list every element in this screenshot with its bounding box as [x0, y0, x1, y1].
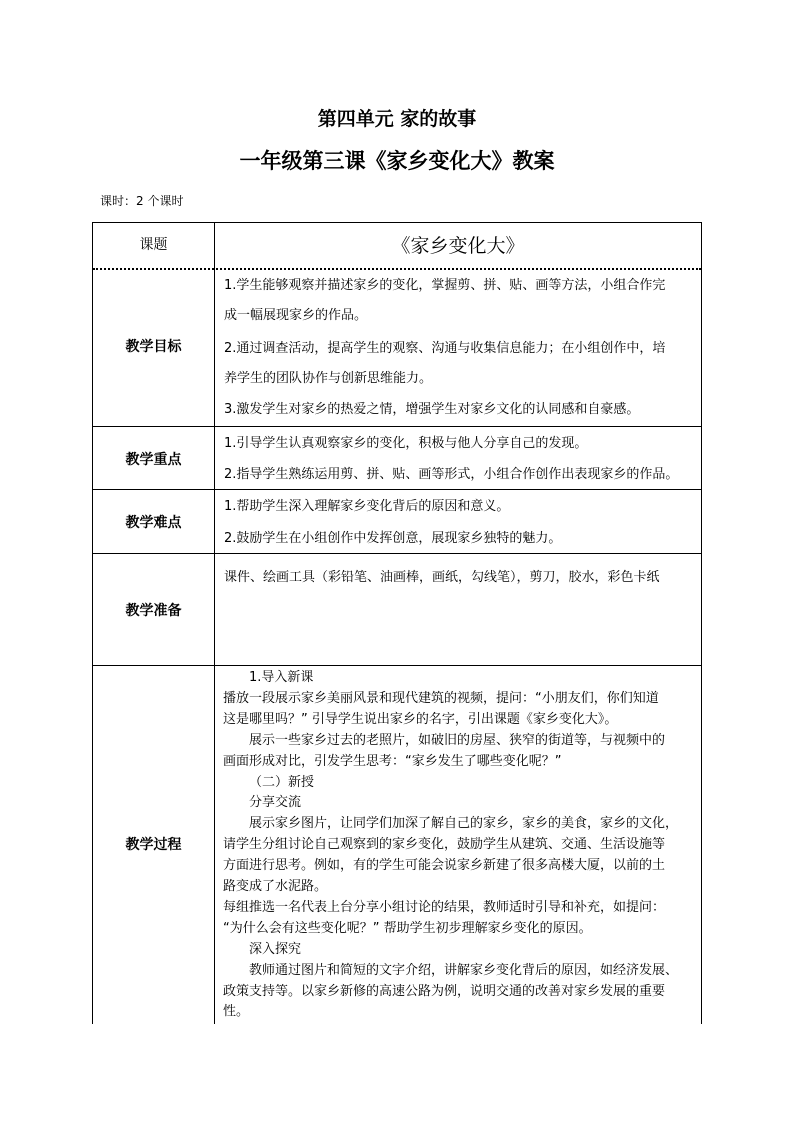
process-line: 1.导入新课	[249, 670, 314, 685]
difficulty-line: 1.帮助学生深入理解家乡变化背后的原因和意义。	[224, 499, 510, 514]
process-line: 播放一段展示家乡美丽风景和现代建筑的视频，提问：“小朋友们，你们知道	[223, 690, 659, 706]
process-line: 分享交流	[249, 795, 302, 811]
process-line: 教师通过图片和简短的文字介绍，讲解家乡变化背后的原因，如经济发展、	[249, 962, 679, 978]
column-divider	[214, 223, 215, 1024]
goals-line: 养学生的团队协作与创新思维能力。	[224, 371, 433, 386]
row-divider	[93, 553, 701, 554]
unit-title: 第四单元 家的故事	[317, 108, 477, 130]
lesson-hours: 课时：2 个课时	[100, 194, 184, 208]
goals-line: 1.学生能够观察并描述家乡的变化，掌握剪、拼、贴、画等方法，小组合作完	[224, 278, 666, 293]
header-value: 《家乡变化大》	[391, 235, 525, 257]
focus-line: 2.指导学生熟练运用剪、拼、贴、画等形式，小组合作创作出表现家乡的作品。	[224, 467, 679, 482]
process-line: 政策支持等。以家乡新修的高速公路为例，说明交通的改善对家乡发展的重要	[223, 983, 666, 999]
process-line: “为什么会有这些变化呢？” 帮助学生初步理解家乡变化的原因。	[223, 920, 592, 936]
process-line: 路变成了水泥路。	[223, 879, 328, 894]
process-line: 方面进行思考。例如，有的学生可能会说家乡新建了很多高楼大厦，以前的土	[223, 858, 666, 874]
goals-label: 教学目标	[125, 339, 182, 355]
process-line: 展示一些家乡过去的老照片，如破旧的房屋、狭窄的街道等，与视频中的	[249, 732, 666, 748]
difficulty-line: 2.鼓励学生在小组创作中发挥创意，展现家乡独特的魅力。	[224, 531, 562, 546]
prep-label: 教学准备	[125, 603, 182, 619]
difficulty-label: 教学难点	[125, 515, 182, 531]
row-divider	[93, 426, 701, 427]
row-divider	[93, 665, 701, 666]
process-line: 性。	[223, 1004, 250, 1020]
process-line: （二）新授	[249, 774, 315, 790]
focus-label: 教学重点	[125, 452, 182, 468]
process-line: 展示家乡图片，让同学们加深了解自己的家乡，家乡的美食，家乡的文化，	[249, 816, 679, 832]
header-divider	[93, 268, 701, 270]
goals-line: 2.通过调查活动，提高学生的观察、沟通与收集信息能力；在小组创作中，培	[224, 341, 666, 356]
lesson-title: 一年级第三课《家乡变化大》教案	[239, 149, 555, 173]
lesson-plan-table	[92, 222, 702, 1024]
process-line: 深入探究	[249, 941, 302, 957]
header-label: 课题	[139, 237, 168, 253]
process-line: 画面形成对比，引发学生思考：“家乡发生了哪些变化呢？”	[223, 753, 562, 769]
process-line: 这是哪里吗？” 引导学生说出家乡的名字，引出课题《家乡变化大》。	[223, 711, 618, 727]
process-label: 教学过程	[125, 837, 182, 853]
goals-line: 3.激发学生对家乡的热爱之情，增强学生对家乡文化的认同感和自豪感。	[224, 402, 640, 417]
row-divider	[93, 489, 701, 490]
focus-line: 1.引导学生认真观察家乡的变化，积极与他人分享自己的发现。	[224, 436, 588, 451]
prep-text: 课件、绘画工具（彩铅笔、油画棒，画纸，勾线笔），剪刀，胶水，彩色卡纸	[224, 570, 660, 585]
process-line: 每组推选一名代表上台分享小组讨论的结果，教师适时引导和补充，如提问：	[223, 899, 666, 915]
goals-line: 成一幅展现家乡的作品。	[224, 308, 368, 323]
process-line: 请学生分组讨论自己观察到的家乡变化，鼓励学生从建筑、交通、生活设施等	[223, 837, 666, 853]
